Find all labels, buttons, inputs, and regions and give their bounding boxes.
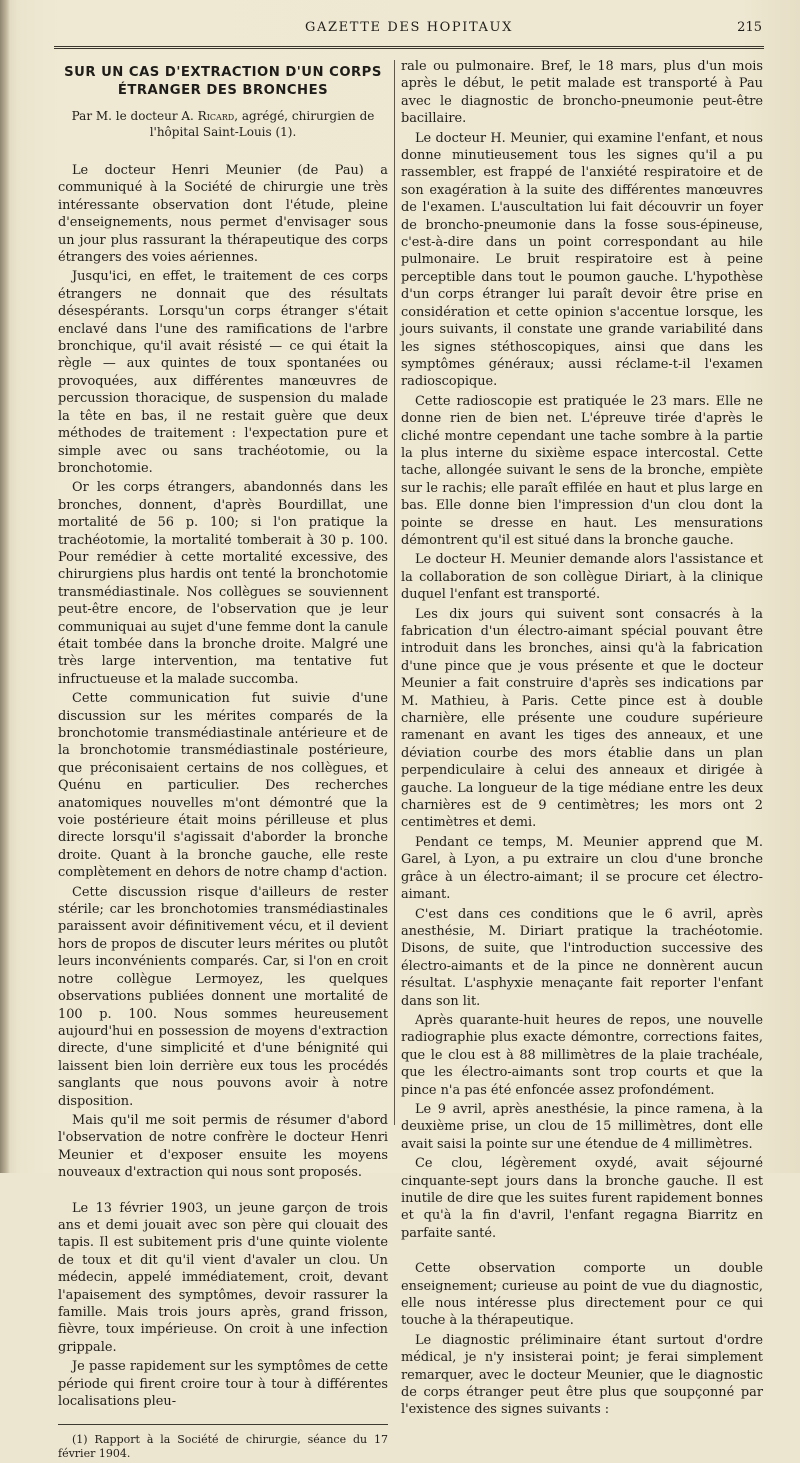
paragraph: Je passe rapidement sur les symptômes de cette période qui firent croire tour à tour à différentes localisations pleu- — [58, 1359, 388, 1410]
paragraph: Or les corps étrangers, abandonnés dans les bronches, donnent, d'après Bourdillat, une mortalité de 56 p. 100; si l'on pratique la trachéotomie, la mortalité tomberait à 30 p. 100. Pour remédier à cette mortalité excessive, des chirurgiens plus hardis ont tenté la bronchotomie transmédiastinale. Nos collègues se souviennent peut-être encore, de l'observation que je leur communiquai au sujet d'une femme dont la canule était tombée dans la bronche droite. Malgré une très large intervention, ma tentative fut infructueuse et la malade succomba. — [58, 480, 388, 687]
paragraph: Le 9 avril, après anesthésie, la pince ramena, à la deuxième prise, un clou de 15 millimètres, dont elle avait saisi la pointe sur une étendue de 4 millimètres. — [401, 1101, 763, 1152]
paragraph: Jusqu'ici, en effet, le traitement de ces corps étrangers ne donnait que des résultats désespérants. Lorsqu'un corps étranger s'était enclavé dans l'une des ramifications de l'arbre bronchique, qu'il avait résisté — ce qui était la règle — aux quintes de toux spontanées ou provoquées, aux différentes manœuvres de percussion thoracique, de suspension du malade la tête en bas, il ne restait guère que deux méthodes de traitement : l'expectation pure et simple avec ou sans trachéotomie, ou la bronchotomie. — [58, 269, 388, 476]
paragraph: Les dix jours qui suivent sont consacrés à la fabrication d'un électro-aimant spécial pouvant être introduit dans les bronches, ainsi qu'à la fabrication d'une pince que je vous présente et que le docteur Meunier a fait construire d'après ses indications par M. Mathieu, à Paris. Cette pince est à double charnière, elle présente une coudure supérieure ramenant en avant les tiges des anneaux, et une déviation courbe des mors établie dans un plan perpendiculaire à celui des anneaux et dirigée à gauche. La longueur de la tige médiane entre les deux charnières est de 9 centimètres; les mors ont 2 centimètres et demi. — [401, 606, 763, 831]
paragraph: Cette radioscopie est pratiquée le 23 mars. Elle ne donne rien de bien net. L'épreuve tirée d'après le cliché montre cependant une tache sombre à la partie la plus interne du sixième espace intercostal. Cette tache, allongée suivant le sens de la bronche, empiète sur le rachis; elle paraît effilée en haut et plus large en bas. Elle donne bien l'impression d'un clou dont la pointe se dresse en haut. Les mensurations démontrent qu'il est situé dans la bronche gauche. — [401, 393, 763, 548]
column-separator — [394, 60, 395, 1125]
paragraph: Le docteur H. Meunier, qui examine l'enfant, et nous donne minutieusement tous les signes qu'il a pu rassembler, est frappé de l'anxiété respiratoire et de son exagération à la suite des différentes manœuvres de l'examen. L'auscultation lui fait découvrir un foyer de broncho-pneumonie dans la fosse sous-épineuse, c'est-à-dire dans un point correspondant au hile pulmonaire. Le bruit respiratoire est à peine perceptible dans tout le poumon gauche. L'hypothèse d'un corps étranger lui paraît devoir être prise en considération et cette opinion s'accentue lorsque, les jours suivants, il constate une grande variabilité dans les signes stéthoscopiques, ainsi que dans les symptômes généraux; aussi réclame-t-il l'examen radioscopique. — [401, 130, 763, 390]
article-byline — [58, 108, 388, 140]
paragraph: Cette communication fut suivie d'une discussion sur les mérites comparés de la bronchotomie transmédiastinale antérieure et de la bronchotomie transmédiastinale postérieure, que préconisaient certains de nos collègues, et Quénu en particulier. Des recherches anatomiques nouvelles m'ont démontré que la voie postérieure était moins périlleuse et plus directe lorsqu'il s'agissait d'aborder la bronche droite. Quant à la bronche gauche, elle reste complètement en dehors de notre champ d'action. — [58, 691, 388, 881]
paragraph: Mais qu'il me soit permis de résumer d'abord l'observation de notre confrère le docteur Henri Meunier et d'exposer ensuite les moyens nouveaux d'extraction qui nous sont proposés. — [58, 1112, 388, 1181]
paragraph: Le diagnostic préliminaire étant surtout d'ordre médical, je n'y insisterai point; je ferai simplement remarquer, avec le docteur Meunier, que le diagnostic de corps étranger peut être plus que soupçonné par l'existence des signes suivants : — [401, 1332, 763, 1418]
paragraph: Pendant ce temps, M. Meunier apprend que M. Garel, à Lyon, a pu extraire un clou d'une bronche grâce à un électro-aimant; il se procure cet électro-aimant. — [401, 834, 763, 903]
header-rule — [54, 46, 764, 49]
paragraph: Après quarante-huit heures de repos, une nouvelle radiographie plus exacte démontre, corrections faites, que le clou est à 88 millimètres de la plaie trachéale, que les électro-aimants sont trop courts et que la pince n'a pas été enfoncée assez profondément. — [401, 1012, 763, 1098]
paragraph: Ce clou, légèrement oxydé, avait séjourné cinquante-sept jours dans la bronche gauche. Il est inutile de dire que les suites furent rapidement bonnes et qu'à la fin d'avril, l'enfant regagna Biarritz en parfaite santé. — [401, 1156, 763, 1241]
author-name: Ricard — [197, 109, 235, 123]
paragraph: C'est dans ces conditions que le 6 avril, après anesthésie, M. Diriart pratique la trachéotomie. Disons, de suite, que l'introduction successive des électro-aimants et de la pince ne donnèrent aucun résultat. L'asphyxie menaçante fait reporter l'enfant dans son lit. — [401, 906, 763, 1009]
page-number: 215 — [737, 20, 762, 35]
paragraph: Le 13 février 1903, un jeune garçon de trois ans et demi jouait avec son père qui clouait des tapis. Il est subitement pris d'une quinte violente de toux et dit qu'il vient d'avaler un clou. Un médecin, appelé immédiatement, croit, devant l'apaisement des symptômes, devoir rassurer la famille. Mais trois jours après, grand frisson, fièvre, toux impérieuse. On croit à une infection grippale. — [58, 1200, 388, 1355]
paragraph: rale ou pulmonaire. Bref, le 18 mars, plus d'un mois après le début, le petit malade est transporté à Pau avec le diagnostic de broncho-pneumonie peut-être bacillaire. — [401, 59, 763, 127]
paragraph: Le docteur Henri Meunier (de Pau) a communiqué à la Société de chirurgie une très intéressante observation dont l'étude, pleine d'enseignements, nous permet d'envisager sous un jour plus rassurant la thérapeutique des corps étrangers des voies aériennes. — [58, 163, 388, 266]
footnote: (1) Rapport à la Société de chirurgie, séance du 17 février 1904. — [58, 1433, 388, 1461]
journal-title: GAZETTE DES HOPITAUX — [305, 20, 513, 35]
footnote-rule — [58, 1424, 388, 1425]
page-header — [56, 14, 762, 42]
paragraph: Le docteur H. Meunier demande alors l'assistance et la collaboration de son collègue Diriart, à la clinique duquel l'enfant est transporté. — [401, 552, 763, 603]
paragraph: Cette observation comporte un double enseignement; curieuse au point de vue du diagnostic, elle nous intéresse plus directement pour ce qui touche à la thérapeutique. — [401, 1261, 763, 1329]
byline-suffix: , agrégé, chirurgien de l'hôpital Saint-Louis (1). — [149, 109, 375, 139]
page-binding-shadow — [0, 0, 10, 1173]
article-title: SUR UN CAS D'EXTRACTION D'UN CORPS ÉTRANGER DES BRONCHES — [64, 65, 382, 98]
byline-prefix: Par M. le docteur A. — [71, 109, 198, 123]
right-column — [401, 58, 763, 1421]
paragraph: Cette discussion risque d'ailleurs de rester stérile; car les bronchotomies transmédiastinales paraissent avoir définitivement vécu, et il devient hors de propos de discuter leurs mérites ou plutôt leurs inconvénients comparés. Car, si l'on en croit notre collègue Lermoyez, les quelques observations publiées donnent une mortalité de 100 p. 100. Nous sommes heureusement aujourd'hui en possession de moyens d'extraction directe, d'une simplicité et d'une bénignité qui laissent bien loin derrière eux tous les procédés sanglants que nous pouvons avoir à notre disposition. — [58, 884, 388, 1109]
left-column — [58, 58, 388, 1463]
